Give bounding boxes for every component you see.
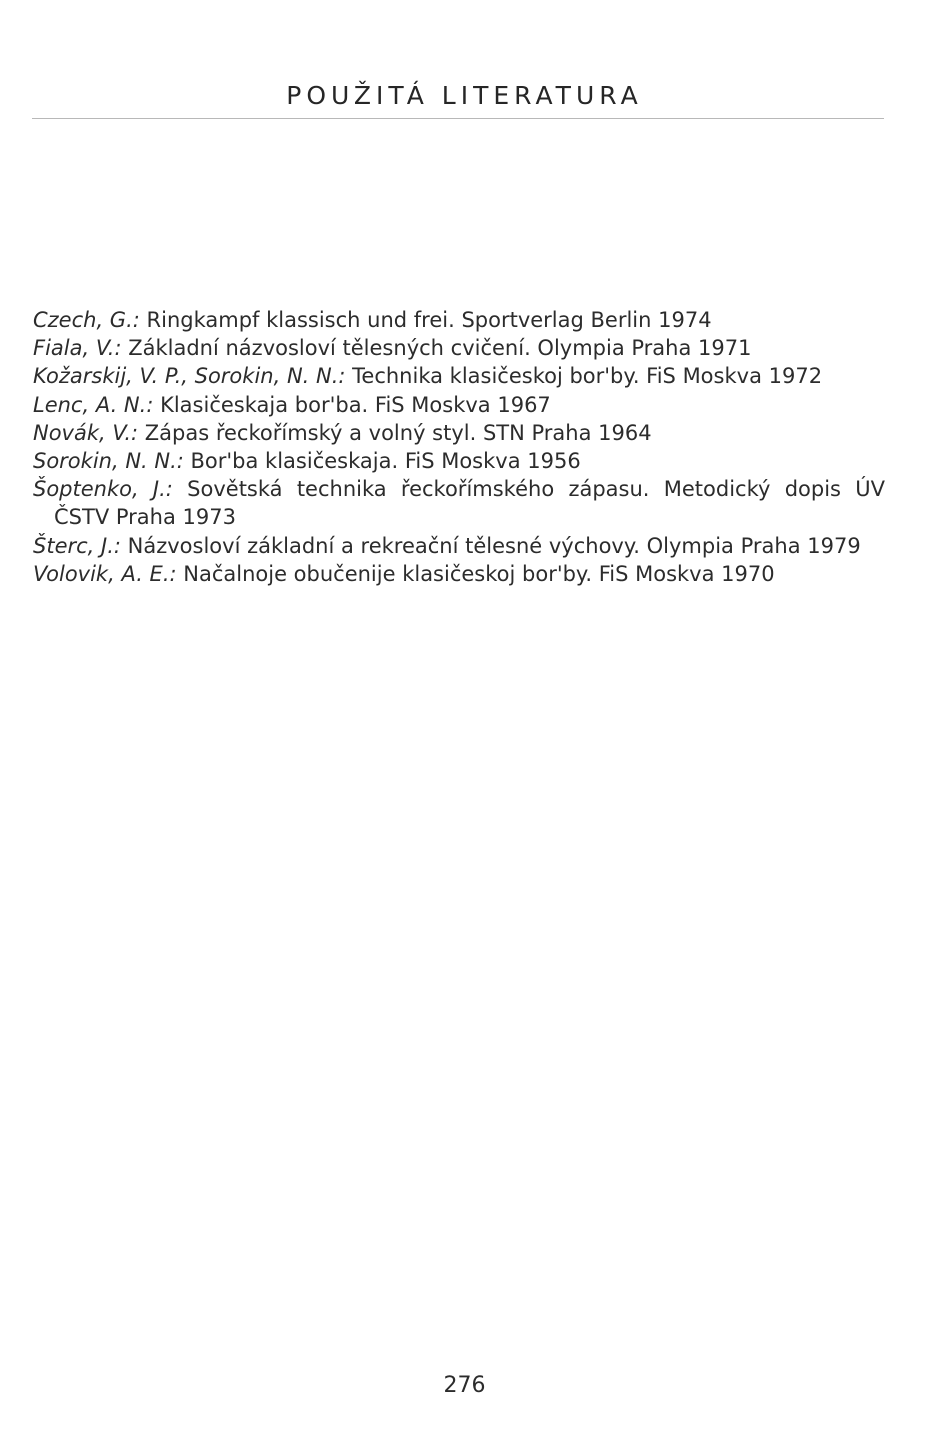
- entry-text: Bor'ba klasičeskaja. FiS Moskva 1956: [183, 449, 581, 474]
- entry-author: Lenc, A. N.:: [33, 392, 154, 417]
- bibliography-list: [33, 306, 885, 588]
- entry-author: Kožarskij, V. P., Sorokin, N. N.:: [33, 364, 346, 389]
- entry-text: Načalnoje obučenije klasičeskoj bor'by. FiS Moskva 1970: [176, 561, 775, 586]
- bibliography-entry: [33, 475, 885, 531]
- bibliography-entry: [33, 362, 885, 390]
- entry-author: Sorokin, N. N.:: [33, 449, 184, 474]
- bibliography-entry: [33, 306, 885, 334]
- bibliography-entry: [33, 560, 885, 588]
- entry-text: Zápas řeckořímský a volný styl. STN Praha 1964: [138, 420, 652, 445]
- entry-text: Klasičeskaja bor'ba. FiS Moskva 1967: [153, 392, 551, 417]
- bibliography-entry: [33, 334, 885, 362]
- entry-text: Technika klasičeskoj bor'by. FiS Moskva 1972: [345, 364, 823, 389]
- title-divider: [32, 118, 884, 119]
- page-number: 276: [443, 1373, 486, 1398]
- entry-text: Základní názvosloví tělesných cvičení. Olympia Praha 1971: [121, 336, 752, 361]
- entry-author: Šterc, J.:: [33, 533, 121, 558]
- entry-author: Volovik, A. E.:: [33, 561, 177, 586]
- bibliography-entry: [33, 532, 885, 560]
- entry-text: Sovětská technika řeckořímského zápasu. Metodický dopis ÚV ČSTV Praha 1973: [54, 477, 885, 530]
- bibliography-entry: [33, 391, 885, 419]
- entry-author: Novák, V.:: [33, 420, 139, 445]
- entry-text: Názvosloví základní a rekreační tělesné výchovy. Olympia Praha 1979: [120, 533, 861, 558]
- page-title: POUŽITÁ LITERATURA: [286, 80, 643, 110]
- entry-author: Czech, G.:: [33, 308, 140, 332]
- entry-author: Šoptenko, J.:: [33, 477, 173, 502]
- entry-author: Fiala, V.:: [33, 336, 122, 361]
- entry-text: Ringkampf klassisch und frei. Sportverlag Berlin 1974: [139, 308, 712, 332]
- bibliography-entry: [33, 447, 885, 475]
- bibliography-entry: [33, 419, 885, 447]
